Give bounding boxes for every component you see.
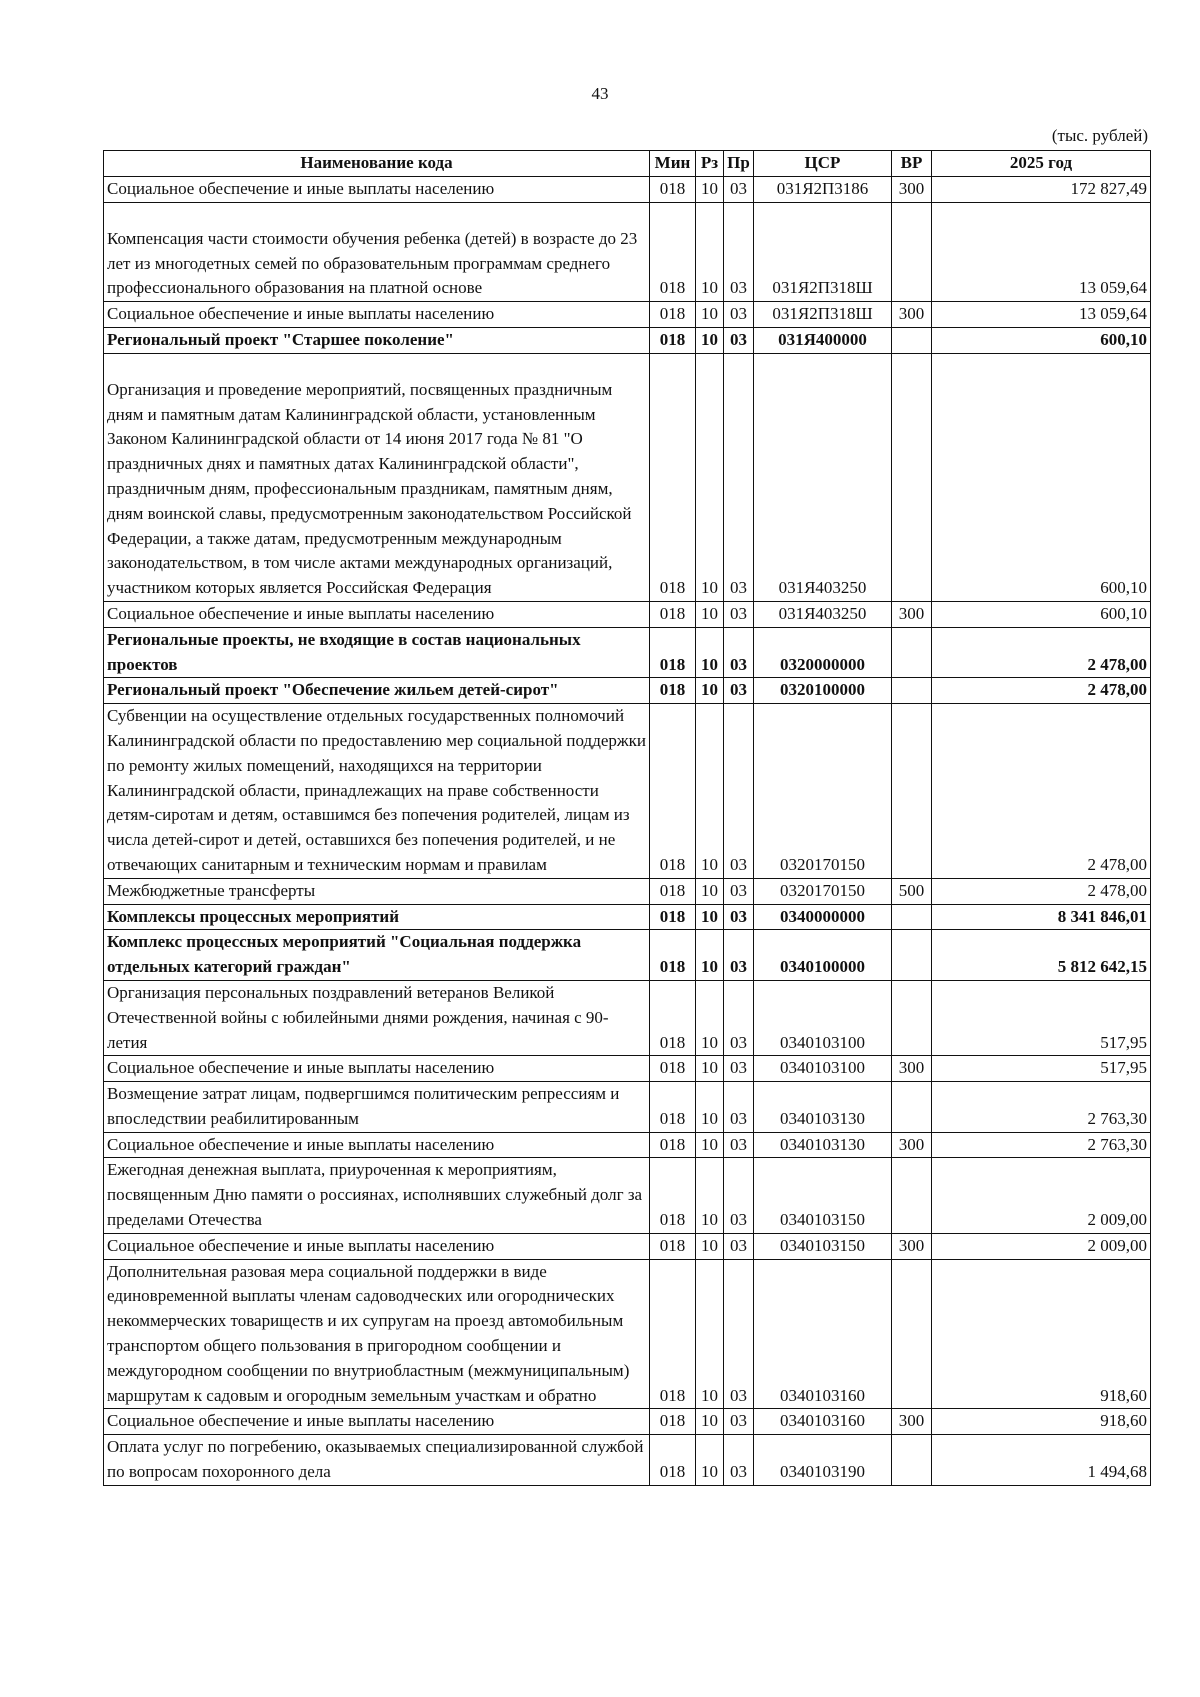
cell-vr: 300 xyxy=(892,601,932,627)
col-header-vr: ВР xyxy=(892,151,932,177)
col-header-rz: Рз xyxy=(696,151,724,177)
col-header-amount: 2025 год xyxy=(932,151,1151,177)
cell-rz: 10 xyxy=(696,1233,724,1259)
cell-csr: 0320000000 xyxy=(754,627,892,678)
cell-name: Комплексы процессных мероприятий xyxy=(104,904,650,930)
cell-rz: 10 xyxy=(696,678,724,704)
cell-csr: 0340103150 xyxy=(754,1233,892,1259)
table-row xyxy=(104,980,1151,1055)
table-row xyxy=(104,704,1151,879)
cell-csr: 0340103160 xyxy=(754,1409,892,1435)
cell-pr: 03 xyxy=(724,1435,754,1486)
cell-name: Социальное обеспечение и иные выплаты населению xyxy=(104,1409,650,1435)
cell-min: 018 xyxy=(650,601,696,627)
cell-amount: 1 494,68 xyxy=(932,1435,1151,1486)
cell-min: 018 xyxy=(650,980,696,1055)
cell-csr: 0340100000 xyxy=(754,930,892,981)
cell-pr: 03 xyxy=(724,904,754,930)
cell-min: 018 xyxy=(650,1082,696,1133)
cell-name: Комплекс процессных мероприятий "Социальная поддержка отдельных категорий граждан" xyxy=(104,930,650,981)
cell-csr: 0320100000 xyxy=(754,678,892,704)
cell-pr: 03 xyxy=(724,601,754,627)
cell-name: Компенсация части стоимости обучения ребенка (детей) в возрасте до 23 лет из многодетных семей по образовательным программам среднего профессионального образования на платной основе xyxy=(104,202,650,301)
cell-name: Региональный проект "Обеспечение жильем детей-сирот" xyxy=(104,678,650,704)
cell-vr: 300 xyxy=(892,1409,932,1435)
cell-amount: 600,10 xyxy=(932,353,1151,601)
col-header-pr: Пр xyxy=(724,151,754,177)
cell-vr xyxy=(892,627,932,678)
cell-amount: 600,10 xyxy=(932,601,1151,627)
cell-vr: 500 xyxy=(892,878,932,904)
cell-amount: 2 478,00 xyxy=(932,678,1151,704)
cell-amount: 2 009,00 xyxy=(932,1233,1151,1259)
cell-min: 018 xyxy=(650,878,696,904)
table-row xyxy=(104,678,1151,704)
cell-pr: 03 xyxy=(724,627,754,678)
col-header-min: Мин xyxy=(650,151,696,177)
cell-vr xyxy=(892,1259,932,1409)
table-row xyxy=(104,904,1151,930)
cell-min: 018 xyxy=(650,177,696,203)
cell-rz: 10 xyxy=(696,930,724,981)
cell-amount: 517,95 xyxy=(932,1056,1151,1082)
cell-pr: 03 xyxy=(724,930,754,981)
cell-amount: 2 478,00 xyxy=(932,704,1151,879)
cell-rz: 10 xyxy=(696,1132,724,1158)
cell-pr: 03 xyxy=(724,1259,754,1409)
cell-csr: 031Я403250 xyxy=(754,601,892,627)
table-body xyxy=(104,177,1151,1486)
cell-amount: 172 827,49 xyxy=(932,177,1151,203)
cell-pr: 03 xyxy=(724,202,754,301)
cell-min: 018 xyxy=(650,1259,696,1409)
cell-csr: 0340103190 xyxy=(754,1435,892,1486)
cell-min: 018 xyxy=(650,1233,696,1259)
cell-csr: 0320170150 xyxy=(754,878,892,904)
cell-csr: 0320170150 xyxy=(754,704,892,879)
cell-rz: 10 xyxy=(696,302,724,328)
table-header-row xyxy=(104,151,1151,177)
cell-pr: 03 xyxy=(724,1233,754,1259)
cell-amount: 13 059,64 xyxy=(932,302,1151,328)
cell-name: Дополнительная разовая мера социальной поддержки в виде единовременной выплаты членам садоводческих или огороднических некоммерческих товариществ и их супругам на проезд автомобильным транспортом общего пользования в пригородном сообщении и междугородном сообщении по внутриобластным (межмуниципальным) маршрутам к садовым и огородным земельным участкам и обратно xyxy=(104,1259,650,1409)
table-row xyxy=(104,1082,1151,1133)
cell-vr: 300 xyxy=(892,302,932,328)
table-row xyxy=(104,1056,1151,1082)
cell-vr xyxy=(892,904,932,930)
cell-amount: 517,95 xyxy=(932,980,1151,1055)
cell-amount: 8 341 846,01 xyxy=(932,904,1151,930)
table-row xyxy=(104,302,1151,328)
cell-min: 018 xyxy=(650,704,696,879)
cell-vr xyxy=(892,353,932,601)
cell-name: Организация и проведение мероприятий, посвященных праздничным дням и памятным датам Калининградской области, установленным Законом Калининградской области от 14 июня 2017 года № 81 "О праздничных днях и памятных датах Калининградской области", праздничным дням, профессиональным праздникам, памятным дням, дням воинской славы, предусмотренным законодательством Российской Федерации, а также датам, предусмотренным международным законодательством, в том числе актами международных организаций, участником которых является Российская Федерация xyxy=(104,353,650,601)
table-row xyxy=(104,878,1151,904)
table-row xyxy=(104,177,1151,203)
page-number: 43 xyxy=(591,84,609,103)
table-row xyxy=(104,1158,1151,1233)
cell-pr: 03 xyxy=(724,302,754,328)
units-label: (тыс. рублей) xyxy=(1051,126,1148,145)
cell-vr xyxy=(892,678,932,704)
cell-csr: 0340103130 xyxy=(754,1132,892,1158)
cell-min: 018 xyxy=(650,353,696,601)
cell-amount: 600,10 xyxy=(932,327,1151,353)
cell-rz: 10 xyxy=(696,177,724,203)
cell-vr: 300 xyxy=(892,177,932,203)
cell-amount: 2 763,30 xyxy=(932,1082,1151,1133)
cell-pr: 03 xyxy=(724,704,754,879)
cell-name: Региональные проекты, не входящие в состав национальных проектов xyxy=(104,627,650,678)
cell-name: Социальное обеспечение и иные выплаты населению xyxy=(104,1233,650,1259)
cell-name: Социальное обеспечение и иные выплаты населению xyxy=(104,1056,650,1082)
cell-name: Возмещение затрат лицам, подвергшимся политическим репрессиям и впоследствии реабилитированным xyxy=(104,1082,650,1133)
cell-csr: 031Я2П3186 xyxy=(754,177,892,203)
cell-min: 018 xyxy=(650,1056,696,1082)
cell-csr: 0340103160 xyxy=(754,1259,892,1409)
col-header-name: Наименование кода xyxy=(104,151,650,177)
cell-min: 018 xyxy=(650,678,696,704)
cell-rz: 10 xyxy=(696,1082,724,1133)
cell-pr: 03 xyxy=(724,878,754,904)
cell-min: 018 xyxy=(650,202,696,301)
cell-csr: 031Я2П318Ш xyxy=(754,302,892,328)
cell-csr: 0340000000 xyxy=(754,904,892,930)
cell-rz: 10 xyxy=(696,1056,724,1082)
table-row xyxy=(104,1435,1151,1486)
table-row xyxy=(104,353,1151,601)
cell-vr: 300 xyxy=(892,1132,932,1158)
cell-amount: 2 009,00 xyxy=(932,1158,1151,1233)
cell-rz: 10 xyxy=(696,202,724,301)
cell-min: 018 xyxy=(650,1158,696,1233)
table-row xyxy=(104,1259,1151,1409)
table-row xyxy=(104,1132,1151,1158)
cell-name: Социальное обеспечение и иные выплаты населению xyxy=(104,1132,650,1158)
cell-vr xyxy=(892,202,932,301)
cell-amount: 2 478,00 xyxy=(932,627,1151,678)
cell-name: Социальное обеспечение и иные выплаты населению xyxy=(104,177,650,203)
cell-rz: 10 xyxy=(696,601,724,627)
cell-pr: 03 xyxy=(724,1409,754,1435)
cell-min: 018 xyxy=(650,1435,696,1486)
cell-min: 018 xyxy=(650,904,696,930)
table-row xyxy=(104,327,1151,353)
cell-pr: 03 xyxy=(724,1158,754,1233)
cell-rz: 10 xyxy=(696,1158,724,1233)
cell-pr: 03 xyxy=(724,980,754,1055)
cell-name: Оплата услуг по погребению, оказываемых специализированной службой по вопросам похоронного дела xyxy=(104,1435,650,1486)
cell-name: Социальное обеспечение и иные выплаты населению xyxy=(104,601,650,627)
cell-pr: 03 xyxy=(724,1056,754,1082)
cell-rz: 10 xyxy=(696,904,724,930)
cell-vr xyxy=(892,1158,932,1233)
cell-min: 018 xyxy=(650,1409,696,1435)
cell-vr xyxy=(892,704,932,879)
cell-name: Организация персональных поздравлений ветеранов Великой Отечественной войны с юбилейными днями рождения, начиная с 90-летия xyxy=(104,980,650,1055)
table-row xyxy=(104,930,1151,981)
cell-vr xyxy=(892,1082,932,1133)
cell-amount: 2 763,30 xyxy=(932,1132,1151,1158)
cell-csr: 031Я400000 xyxy=(754,327,892,353)
cell-rz: 10 xyxy=(696,980,724,1055)
cell-amount: 5 812 642,15 xyxy=(932,930,1151,981)
cell-vr xyxy=(892,930,932,981)
cell-csr: 0340103150 xyxy=(754,1158,892,1233)
cell-vr: 300 xyxy=(892,1233,932,1259)
cell-pr: 03 xyxy=(724,353,754,601)
cell-rz: 10 xyxy=(696,1409,724,1435)
cell-name: Региональный проект "Старшее поколение" xyxy=(104,327,650,353)
cell-pr: 03 xyxy=(724,1132,754,1158)
cell-name: Социальное обеспечение и иные выплаты населению xyxy=(104,302,650,328)
cell-rz: 10 xyxy=(696,1259,724,1409)
table-row xyxy=(104,202,1151,301)
cell-rz: 10 xyxy=(696,353,724,601)
table-row xyxy=(104,627,1151,678)
cell-vr xyxy=(892,980,932,1055)
cell-min: 018 xyxy=(650,627,696,678)
table-row xyxy=(104,1233,1151,1259)
cell-csr: 031Я403250 xyxy=(754,353,892,601)
cell-rz: 10 xyxy=(696,878,724,904)
col-header-csr: ЦСР xyxy=(754,151,892,177)
cell-min: 018 xyxy=(650,302,696,328)
cell-name: Ежегодная денежная выплата, приуроченная к мероприятиям, посвященным Дню памяти о россиянах, исполнявших служебный долг за пределами Отечества xyxy=(104,1158,650,1233)
budget-table xyxy=(103,150,1151,1486)
cell-min: 018 xyxy=(650,1132,696,1158)
cell-pr: 03 xyxy=(724,177,754,203)
cell-csr: 0340103130 xyxy=(754,1082,892,1133)
cell-rz: 10 xyxy=(696,704,724,879)
cell-amount: 918,60 xyxy=(932,1259,1151,1409)
cell-rz: 10 xyxy=(696,627,724,678)
cell-name: Межбюджетные трансферты xyxy=(104,878,650,904)
cell-csr: 031Я2П318Ш xyxy=(754,202,892,301)
cell-amount: 13 059,64 xyxy=(932,202,1151,301)
table-row xyxy=(104,601,1151,627)
cell-csr: 0340103100 xyxy=(754,980,892,1055)
cell-vr xyxy=(892,327,932,353)
cell-vr: 300 xyxy=(892,1056,932,1082)
cell-min: 018 xyxy=(650,327,696,353)
cell-pr: 03 xyxy=(724,678,754,704)
cell-csr: 0340103100 xyxy=(754,1056,892,1082)
cell-pr: 03 xyxy=(724,1082,754,1133)
cell-pr: 03 xyxy=(724,327,754,353)
cell-amount: 2 478,00 xyxy=(932,878,1151,904)
cell-vr xyxy=(892,1435,932,1486)
cell-amount: 918,60 xyxy=(932,1409,1151,1435)
cell-name: Субвенции на осуществление отдельных государственных полномочий Калининградской области по предоставлению мер социальной поддержки по ремонту жилых помещений, находящихся на территории Калининградской области, принадлежащих на праве собственности детям-сиротам и детям, оставшимся без попечения родителей, лицам из числа детей-сирот и детей, оставшихся без попечения родителей, и не отвечающих санитарным и техническим нормам и правилам xyxy=(104,704,650,879)
cell-rz: 10 xyxy=(696,327,724,353)
table-row xyxy=(104,1409,1151,1435)
cell-rz: 10 xyxy=(696,1435,724,1486)
cell-min: 018 xyxy=(650,930,696,981)
